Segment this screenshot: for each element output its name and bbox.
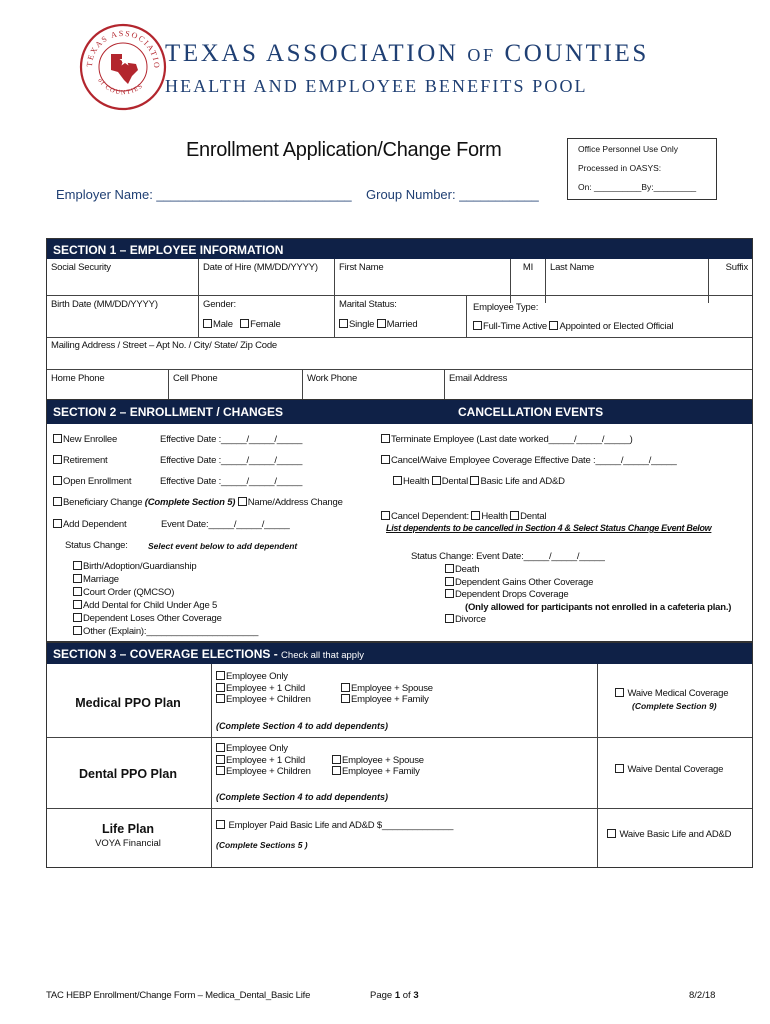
seal-text-bottom: of COUNTIES: [96, 77, 145, 97]
new-enrollee-checkbox[interactable]: [53, 434, 62, 443]
select-event-note: Select event below to add dependent: [148, 541, 298, 551]
appointed-label: Appointed or Elected Official: [559, 321, 674, 332]
section3-header-bar: [47, 643, 752, 664]
suffix-field[interactable]: Suffix: [725, 262, 748, 273]
retirement-label: Retirement: [63, 455, 108, 466]
female-label: Female: [250, 319, 281, 330]
waive-medical-note: (Complete Section 9): [632, 701, 717, 711]
footer-page-number: [370, 990, 419, 1001]
cancel-status-event[interactable]: Status Change: Event Date:_____/_____/_____: [411, 551, 605, 562]
den-employee-child-checkbox[interactable]: [216, 755, 225, 764]
med-option-label: Employee Only: [226, 671, 288, 682]
employee-type-label: Employee Type:: [473, 302, 539, 313]
med-option-label: Employee + Spouse: [351, 682, 433, 694]
den-employee-family-checkbox[interactable]: [332, 766, 341, 775]
add-dental-child-checkbox[interactable]: [73, 600, 82, 609]
cancel-waive-label: Cancel/Waive Employee Coverage Effective Date :_____/_____/_____: [391, 455, 677, 466]
court-order-checkbox[interactable]: [73, 587, 82, 596]
med-option-label: Employee + Children: [226, 694, 311, 705]
dental-plan-label: Dental PPO Plan: [79, 767, 177, 781]
female-checkbox[interactable]: [240, 319, 249, 328]
cancel-basic-life-checkbox[interactable]: [470, 476, 479, 485]
terminate-label: Terminate Employee (Last date worked_____/_____/_____): [391, 434, 633, 445]
name-address-label: Name/Address Change: [247, 497, 343, 508]
cancel-health-checkbox[interactable]: [393, 476, 402, 485]
marital-group: [335, 296, 467, 338]
section1-table: [46, 238, 753, 400]
med-employee-children-checkbox[interactable]: [216, 694, 225, 703]
den-option-label: Employee + Family: [342, 766, 420, 777]
status-change-label: Status Change:: [65, 540, 128, 551]
cancel-dep-dental-checkbox[interactable]: [510, 511, 519, 520]
add-event-label: Other (Explain):______________________: [83, 626, 259, 637]
fulltime-label: Full-Time Active: [483, 321, 548, 332]
svg-text:of COUNTIES: [96, 77, 144, 96]
office-use-label: Office Personnel Use Only: [578, 144, 678, 154]
waive-life-label: Waive Basic Life and AD&D: [619, 829, 732, 840]
cancel-event-label: Death: [455, 564, 480, 575]
add-dependent-label: Add Dependent: [63, 519, 127, 530]
list-dependents-note: List dependents to be cancelled in Section 4 & Select Status Change Event Below: [386, 523, 712, 533]
employee-type-group: [467, 296, 752, 338]
waive-medical-checkbox[interactable]: [615, 688, 624, 697]
cancel-dep-health-label: Health: [481, 511, 508, 522]
name-address-checkbox[interactable]: [238, 497, 247, 506]
married-checkbox[interactable]: [377, 319, 386, 328]
page-current: 1: [394, 990, 401, 1001]
cancel-waive-checkbox[interactable]: [381, 455, 390, 464]
date-of-hire-field[interactable]: Date of Hire (MM/DD/YYYY): [199, 259, 335, 303]
cafeteria-note: (Only allowed for participants not enrolled in a cafeteria plan.): [465, 601, 732, 613]
marital-label: Marital Status:: [339, 299, 397, 310]
life-plan-label: Life Plan: [101, 822, 155, 836]
cancel-event-label: Dependent Drops Coverage: [455, 589, 569, 600]
drops-coverage-checkbox[interactable]: [445, 589, 454, 598]
section2-header: SECTION 2 – ENROLLMENT / CHANGES: [53, 405, 284, 419]
den-option-label: Employee + Spouse: [342, 754, 424, 766]
seal-text-top: TEXAS ASSOCIATIO: [84, 28, 162, 70]
den-option-label: Employee + 1 Child: [226, 754, 306, 766]
cancel-health-label: Health: [403, 476, 430, 487]
appointed-checkbox[interactable]: [549, 321, 558, 330]
page-of: of: [400, 990, 414, 1001]
med-employee-spouse-checkbox[interactable]: [341, 683, 350, 692]
open-enrollment-date[interactable]: Effective Date :_____/_____/_____: [160, 476, 303, 487]
add-dependent-checkbox[interactable]: [53, 519, 62, 528]
gender-group: [199, 296, 335, 338]
divorce-checkbox[interactable]: [445, 614, 454, 623]
add-dependent-event-date[interactable]: Event Date:_____/_____/_____: [161, 519, 290, 530]
med-employee-child-checkbox[interactable]: [216, 683, 225, 692]
first-name-field[interactable]: First Name: [335, 259, 511, 303]
org-name-line2: HEALTH AND EMPLOYEE BENEFITS POOL: [165, 76, 588, 96]
den-option-label: Employee + Children: [226, 766, 311, 777]
new-enrollee-date[interactable]: Effective Date :_____/_____/_____: [160, 434, 303, 445]
open-enrollment-label: Open Enrollment: [63, 476, 132, 487]
add-event-label: Dependent Loses Other Coverage: [83, 613, 222, 624]
last-name-field[interactable]: Last Name: [546, 259, 709, 303]
cancel-dental-checkbox[interactable]: [432, 476, 441, 485]
den-employee-spouse-checkbox[interactable]: [332, 755, 341, 764]
terminate-checkbox[interactable]: [381, 434, 390, 443]
cancel-event-label: Dependent Gains Other Coverage: [455, 576, 594, 588]
gender-label: Gender:: [203, 299, 236, 310]
org-name-line1: TEXAS ASSOCIATION of COUNTIES: [165, 40, 649, 67]
waive-life-checkbox[interactable]: [607, 829, 616, 838]
dental-add-dependents-note: (Complete Section 4 to add dependents): [216, 792, 389, 802]
cancel-basic-life-label: Basic Life and AD&D: [480, 476, 565, 487]
waive-medical-label: Waive Medical Coverage: [627, 688, 729, 699]
marriage-checkbox[interactable]: [73, 574, 82, 583]
mi-field[interactable]: MI: [511, 259, 546, 303]
male-checkbox[interactable]: [203, 319, 212, 328]
tac-seal-logo: [78, 22, 168, 112]
new-enrollee-label: New Enrollee: [63, 434, 118, 445]
med-option-label: Employee + Family: [351, 694, 429, 705]
retirement-date[interactable]: Effective Date :_____/_____/_____: [160, 455, 303, 466]
section2-header-bar: [47, 400, 752, 424]
cancel-events-list: [445, 564, 731, 627]
employer-paid-life-label: Employer Paid Basic Life and AD&D $______________: [228, 820, 454, 831]
mailing-address-field[interactable]: Mailing Address / Street – Apt No. / City/ State/ Zip Code: [51, 340, 278, 351]
home-phone-field[interactable]: Home Phone: [47, 370, 169, 399]
birth-date-label: Birth Date (MM/DD/YYYY): [51, 299, 158, 310]
cancel-event-label: Divorce: [455, 614, 486, 625]
cancel-dependent-checkbox[interactable]: [381, 511, 390, 520]
den-employee-children-checkbox[interactable]: [216, 766, 225, 775]
other-explain-checkbox[interactable]: [73, 626, 82, 635]
page-total: 3: [413, 990, 419, 1001]
single-checkbox[interactable]: [339, 319, 348, 328]
add-event-label: Add Dental for Child Under Age 5: [83, 600, 218, 611]
death-checkbox[interactable]: [445, 564, 454, 573]
fulltime-checkbox[interactable]: [473, 321, 482, 330]
male-label: Male: [213, 319, 233, 330]
med-employee-family-checkbox[interactable]: [341, 694, 350, 703]
life-carrier-label: VOYA Financial: [95, 838, 161, 849]
cancel-dependent-label: Cancel Dependent:: [391, 511, 469, 522]
beneficiary-label: Beneficiary Change: [63, 497, 143, 508]
work-phone-field[interactable]: Work Phone: [303, 370, 445, 399]
processed-label: Processed in OASYS:: [578, 163, 662, 173]
cancel-dental-label: Dental: [441, 476, 468, 487]
office-use-box: [567, 138, 717, 200]
waive-dental-label: Waive Dental Coverage: [627, 764, 724, 775]
married-label: Married: [386, 319, 418, 330]
medical-options: [216, 671, 433, 706]
cell-phone-field[interactable]: Cell Phone: [169, 370, 303, 399]
single-label: Single: [349, 319, 375, 330]
waive-dental-checkbox[interactable]: [615, 764, 624, 773]
section3-header: SECTION 3 – COVERAGE ELECTIONS -: [53, 647, 278, 661]
add-events-list: [73, 560, 258, 638]
add-event-label: Marriage: [83, 574, 119, 585]
section1-header: SECTION 1 – EMPLOYEE INFORMATION: [47, 239, 752, 259]
form-title: Enrollment Application/Change Form: [186, 139, 502, 161]
med-employee-only-checkbox[interactable]: [216, 671, 225, 680]
retirement-checkbox[interactable]: [53, 455, 62, 464]
employer-name-field[interactable]: Employer Name: ___________________________: [56, 187, 352, 202]
group-number-field[interactable]: Group Number: ___________: [366, 187, 539, 202]
medical-plan-label: Medical PPO Plan: [75, 696, 181, 710]
gains-coverage-checkbox[interactable]: [445, 577, 454, 586]
den-employee-only-checkbox[interactable]: [216, 743, 225, 752]
email-field[interactable]: Email Address: [449, 373, 508, 384]
life-complete-note: (Complete Sections 5 ): [216, 840, 308, 850]
dental-options: [216, 743, 424, 778]
footer-form-name: TAC HEBP Enrollment/Change Form – Medica_Dental_Basic Life: [46, 990, 311, 1001]
medical-add-dependents-note: (Complete Section 4 to add dependents): [216, 721, 389, 731]
beneficiary-checkbox[interactable]: [53, 497, 62, 506]
processed-on-by: On: __________By:_________: [578, 182, 697, 192]
birth-adoption-checkbox[interactable]: [73, 561, 82, 570]
loses-coverage-checkbox[interactable]: [73, 613, 82, 622]
add-event-label: Birth/Adoption/Guardianship: [83, 561, 197, 572]
cancellation-header: CANCELLATION EVENTS: [458, 405, 604, 419]
open-enrollment-checkbox[interactable]: [53, 476, 62, 485]
cancel-dep-dental-label: Dental: [520, 511, 547, 522]
med-option-label: Employee + 1 Child: [226, 682, 306, 694]
complete-section5-note: (Complete Section 5): [144, 497, 236, 508]
add-event-label: Court Order (QMCSO): [83, 587, 175, 598]
footer-date: 8/2/18: [689, 990, 716, 1001]
employer-paid-life-checkbox[interactable]: [216, 820, 225, 829]
page-prefix: Page: [370, 990, 395, 1001]
check-all-note: Check all that apply: [281, 650, 364, 661]
birth-date-field[interactable]: [47, 296, 199, 338]
cancel-dep-health-checkbox[interactable]: [471, 511, 480, 520]
den-option-label: Employee Only: [226, 743, 288, 754]
ssn-field[interactable]: Social Security: [47, 259, 199, 303]
